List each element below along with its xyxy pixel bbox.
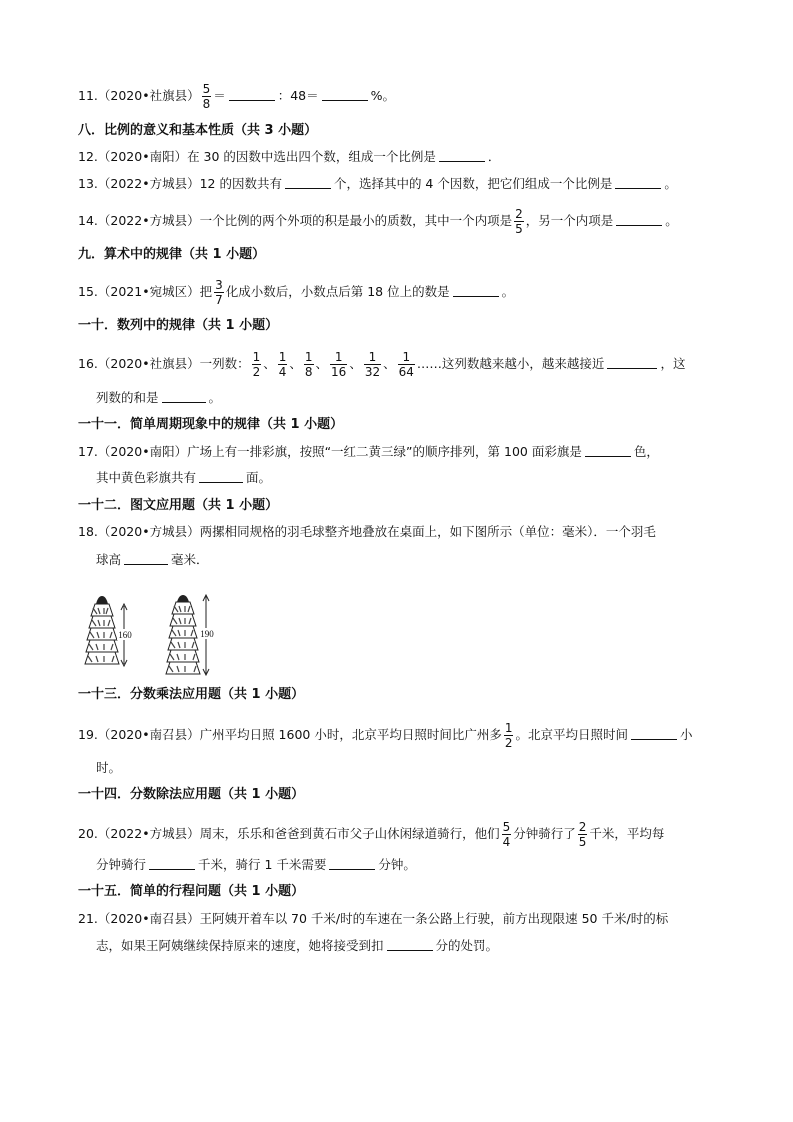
answer-blank[interactable] <box>124 551 168 565</box>
section-heading: 一十二．图文应用题（共 1 小题） <box>78 498 279 513</box>
section-heading: 一十一．简单周期现象中的规律（共 1 小题） <box>78 417 344 432</box>
answer-blank[interactable] <box>162 389 206 403</box>
question-21-continued: 志，如果王阿姨继续保持原来的速度，她将接受到扣 分的处罚。 <box>96 938 499 953</box>
fraction: $\frac{1}{4}$ <box>278 350 287 379</box>
answer-blank[interactable] <box>285 175 331 189</box>
answer-blank[interactable] <box>607 355 657 369</box>
fraction: $\frac{1}{16}$ <box>331 350 347 379</box>
fraction: $\frac{1}{2}$ <box>504 721 513 750</box>
question-18-continued: 球高 毫米． <box>96 552 209 567</box>
height-label-160: 160 <box>118 630 132 640</box>
question-20-continued: 分钟骑行 千米，骑行 1 千米需要 分钟。 <box>96 857 416 872</box>
question-14: 14.（2022•方城县）一个比例的两个外项的积是最小的质数，其中一个内项是 $\frac{2}{5}$ ，另一个内项是 。 <box>78 207 678 236</box>
answer-blank[interactable] <box>585 443 631 457</box>
shuttlecock-stack-2 <box>166 595 216 675</box>
question-15: 15.（2021•宛城区）把 $\frac{3}{7}$ 化成小数后，小数点后第 18 位上的数是 。 <box>78 278 515 307</box>
fraction: $\frac{5}{8}$ <box>202 82 211 111</box>
answer-blank[interactable] <box>199 469 243 483</box>
question-21: 21.（2020•南召县）王阿姨开着车以 70 千米/时的车速在一条公路上行驶，前方出现限速 50 千米/时的标 <box>78 911 669 926</box>
section-heading: 八．比例的意义和基本性质（共 3 小题） <box>78 123 318 138</box>
question-18: 18.（2020•方城县）两摞相同规格的羽毛球整齐地叠放在桌面上，如下图所示（单位：毫米）．一个羽毛 <box>78 524 656 539</box>
section-heading: 九．算术中的规律（共 1 小题） <box>78 247 266 262</box>
section-heading: 一十五．简单的行程问题（共 1 小题） <box>78 884 305 899</box>
question-13: 13.（2022•方城县）12 的因数共有 个，选择其中的 4 个因数，把它们组成一个比例是 。 <box>78 176 677 191</box>
question-20: 20.（2022•方城县）周末，乐乐和爸爸到黄石市父子山休闲绿道骑行，他们 $\frac{5}{4}$ 分钟骑行了 $\frac{2}{5}$ 千米，平均每 <box>78 820 665 849</box>
question-16: 16.（2020•社旗县）一列数： $\frac{1}{2}$ 、 $\frac{1}{4}$ 、 $\frac{1}{8}$ 、 $\frac{1}{16}$ 、 $\frac{1}{32}$ 、 $\frac{1}{64}$ ……这列数越来越小，越来越接近 ，这 <box>78 350 686 379</box>
question-19-continued: 时。 <box>96 760 122 775</box>
answer-blank[interactable] <box>329 856 375 870</box>
question-17: 17.（2020•南阳）广场上有一排彩旗，按照“一红二黄三绿”的顺序排列，第 100 面彩旗是 色， <box>78 444 659 459</box>
height-label-190: 190 <box>200 629 214 639</box>
fraction: $\frac{2}{5}$ <box>578 820 587 849</box>
shuttlecock-stack-icon <box>84 594 224 676</box>
question-text: 11.（2020•社旗县） <box>78 88 200 103</box>
fraction: $\frac{1}{64}$ <box>398 350 414 379</box>
shuttlecock-stack-1 <box>85 596 133 666</box>
question-16-continued: 列数的和是 。 <box>96 390 222 405</box>
fraction: $\frac{5}{4}$ <box>502 820 511 849</box>
answer-blank[interactable] <box>631 726 677 740</box>
answer-blank[interactable] <box>149 856 195 870</box>
fraction: $\frac{1}{32}$ <box>364 350 381 379</box>
answer-blank[interactable] <box>453 283 499 297</box>
question-17-continued: 其中黄色彩旗共有 面。 <box>96 470 272 485</box>
answer-blank[interactable] <box>387 937 433 951</box>
section-heading: 一十三．分数乘法应用题（共 1 小题） <box>78 687 305 702</box>
question-11: 11.（2020•社旗县） $\frac{5}{8}$ ＝ ：48＝ %。 <box>78 82 396 111</box>
question-19: 19.（2020•南召县）广州平均日照 1600 小时，北京平均日照时间比广州多 $\frac{1}{2}$ 。北京平均日照时间 小 <box>78 721 693 750</box>
fraction: $\frac{3}{7}$ <box>215 278 223 307</box>
answer-blank[interactable] <box>616 212 662 226</box>
section-heading: 一十四．分数除法应用题（共 1 小题） <box>78 787 305 802</box>
answer-blank[interactable] <box>322 87 368 101</box>
section-heading: 一十．数列中的规律（共 1 小题） <box>78 318 279 333</box>
fraction: $\frac{2}{5}$ <box>515 207 523 236</box>
answer-blank[interactable] <box>615 175 661 189</box>
answer-blank[interactable] <box>439 148 485 162</box>
fraction: $\frac{1}{8}$ <box>304 350 313 379</box>
answer-blank[interactable] <box>229 87 275 101</box>
shuttlecock-figure <box>84 594 224 680</box>
fraction: $\frac{1}{2}$ <box>252 350 261 379</box>
question-12: 12.（2020•南阳）在 30 的因数中选出四个数，组成一个比例是 ． <box>78 149 501 164</box>
